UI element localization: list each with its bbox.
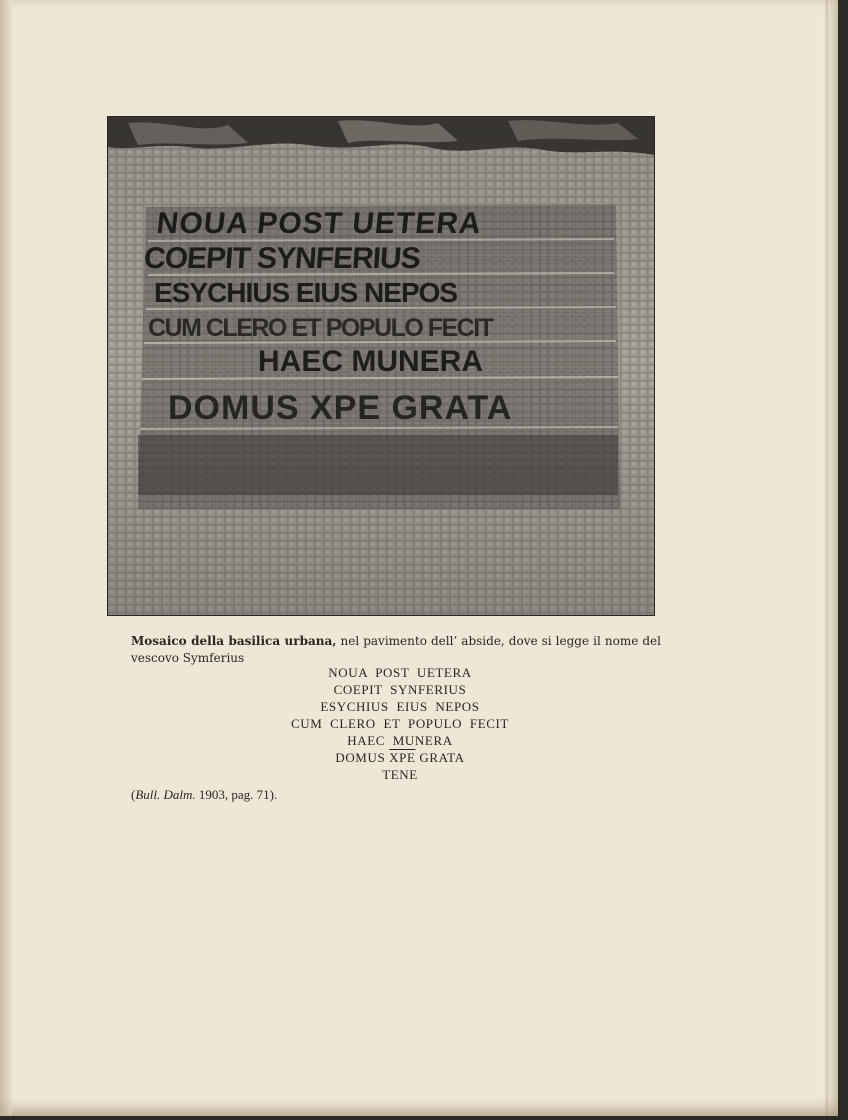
inscription-line: TENE	[382, 767, 418, 782]
inscription-line: COEPIT SYNFERIUS	[333, 682, 467, 697]
figure-caption	[131, 633, 661, 667]
page-binding-edge	[0, 0, 12, 1116]
inscription-line: HAEC MUNERA	[347, 733, 453, 748]
inscription-line-6	[200, 749, 600, 766]
inscription-line6-post: GRATA	[415, 750, 465, 765]
citation-rest: 1903, pag. 71).	[195, 787, 278, 802]
bibliographic-citation	[131, 787, 277, 803]
inscription-line6-pre: DOMUS	[335, 750, 390, 765]
citation-source: Bull. Dalm.	[135, 787, 196, 802]
abbreviation-xpe: $\overline{XPE}$	[389, 750, 416, 765]
caption-lead: Mosaico della basilica urbana,	[131, 634, 337, 648]
inscription-transcription	[200, 664, 600, 783]
caption-text: nel pavimento dell’ abside, dove si legge il nome del vescovo Symferius	[131, 634, 661, 665]
mosaic-photograph	[107, 116, 655, 616]
page-fold-shadow	[824, 0, 828, 1116]
page-bottom-shadow	[0, 1098, 838, 1116]
inscription-line: CUM CLERO ET POPULO FECIT	[291, 716, 509, 731]
inscription-line: NOUA POST UETERA	[328, 665, 472, 680]
inscription-line: ESYCHIUS EIUS NEPOS	[320, 699, 480, 714]
citation-open: (	[131, 787, 136, 802]
